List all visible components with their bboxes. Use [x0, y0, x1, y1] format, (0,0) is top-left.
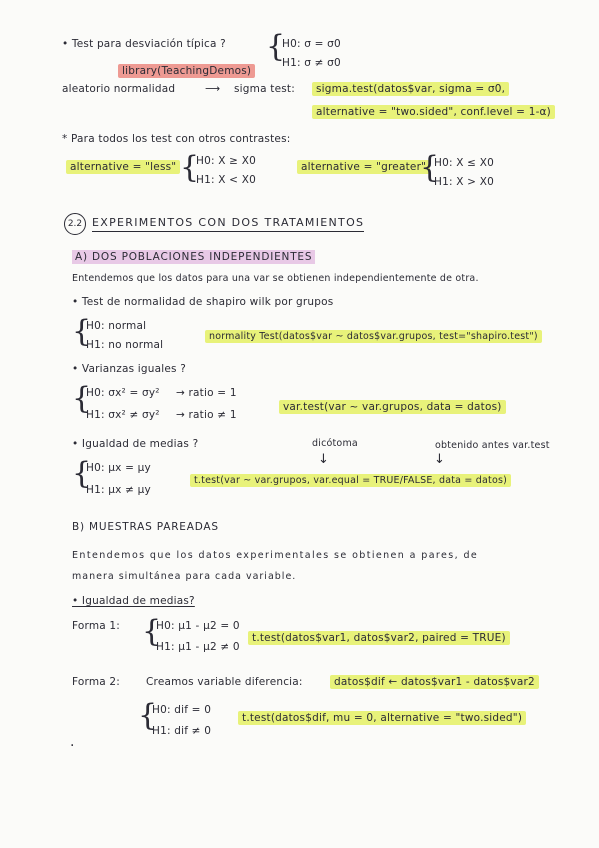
paired-means-title: • Igualdad de medias?: [72, 595, 195, 607]
forma1-h1: H1: μ1 - μ2 ≠ 0: [156, 641, 240, 653]
forma1-label: Forma 1:: [72, 620, 121, 632]
sd-h0: H0: σ = σ0: [282, 38, 341, 50]
brace: {: [180, 150, 200, 185]
means-title: • Igualdad de medias ?: [72, 438, 199, 450]
paired-intro-line2: manera simultánea para cada variable.: [72, 571, 297, 582]
variance-h0: H0: σx² = σy²: [86, 387, 160, 399]
aleatorio-label: aleatorio normalidad: [62, 83, 176, 95]
section-title: EXPERIMENTOS CON DOS TRATAMIENTOS: [92, 216, 364, 232]
normality-title: • Test de normalidad de shapiro wilk por grupos: [72, 296, 334, 308]
subsection-a: A) DOS POBLACIONES INDEPENDIENTES: [72, 250, 315, 264]
brace: {: [420, 150, 440, 185]
alt-less-code: alternative = "less": [66, 160, 180, 174]
brace: {: [72, 381, 92, 416]
forma2-h0: H0: dif = 0: [152, 704, 212, 716]
means-h0: H0: μx = μy: [86, 462, 151, 474]
forma2-h1: H1: dif ≠ 0: [152, 725, 212, 737]
forma2-desc: Creamos variable diferencia:: [146, 676, 303, 688]
less-h1: H1: X < X0: [196, 174, 256, 186]
greater-h0: H0: X ≤ X0: [434, 157, 494, 169]
ink-mark: ·: [70, 738, 75, 754]
variance-title: • Varianzas iguales ?: [72, 363, 187, 375]
sigma-code-line2: alternative = "two.sided", conf.level = 1-α): [312, 105, 555, 119]
normality-code: normality Test(datos$var ~ datos$var.grupos, test="shapiro.test"): [205, 330, 542, 343]
sd-test-title: • Test para desviación típica ?: [62, 38, 226, 50]
down-arrow-icon: ↓: [318, 452, 329, 467]
brace: {: [138, 698, 158, 733]
variance-code: var.test(var ~ var.grupos, data = datos): [279, 400, 506, 414]
sd-h1: H1: σ ≠ σ0: [282, 57, 341, 69]
means-h1: H1: μx ≠ μy: [86, 484, 151, 496]
brace: {: [266, 29, 286, 64]
brace: {: [142, 614, 162, 649]
subsection-b: B) MUESTRAS PAREADAS: [72, 521, 219, 533]
brace: {: [72, 456, 92, 491]
greater-h1: H1: X > X0: [434, 176, 494, 188]
forma2-var-code: datos$dif ← datos$var1 - datos$var2: [330, 675, 539, 689]
note-dicotoma: dicótoma: [312, 438, 358, 449]
brace: {: [72, 314, 92, 349]
note-obtenido: obtenido antes var.test: [435, 440, 550, 451]
sigma-label: sigma test:: [234, 83, 295, 95]
library-note: library(TeachingDemos): [118, 64, 255, 78]
indep-intro: Entendemos que los datos para una var se obtienen independientemente de otra.: [72, 273, 479, 284]
forma1-code: t.test(datos$var1, datos$var2, paired = TRUE): [248, 631, 510, 645]
alt-greater-code: alternative = "greater": [297, 160, 430, 174]
down-arrow-icon: ↓: [434, 452, 445, 467]
normality-h0: H0: normal: [86, 320, 147, 332]
variance-h1: H1: σx² ≠ σy²: [86, 409, 160, 421]
less-h0: H0: X ≥ X0: [196, 155, 256, 167]
arrow-icon: ⟶: [205, 83, 221, 95]
section-number: 2.2: [64, 213, 86, 235]
contrasts-intro: * Para todos los test con otros contrastes:: [62, 133, 291, 145]
means-code: t.test(var ~ var.grupos, var.equal = TRUE/FALSE, data = datos): [190, 474, 511, 487]
sigma-code-line1: sigma.test(datos$var, sigma = σ0,: [312, 82, 509, 96]
variance-h0-ratio: → ratio = 1: [176, 387, 237, 399]
paired-intro-line1: Entendemos que los datos experimentales se obtienen a pares, de: [72, 550, 479, 561]
forma2-code: t.test(datos$dif, mu = 0, alternative = "two.sided"): [238, 711, 526, 725]
variance-h1-ratio: → ratio ≠ 1: [176, 409, 237, 421]
normality-h1: H1: no normal: [86, 339, 164, 351]
forma1-h0: H0: μ1 - μ2 = 0: [156, 620, 240, 632]
forma2-label: Forma 2:: [72, 676, 121, 688]
